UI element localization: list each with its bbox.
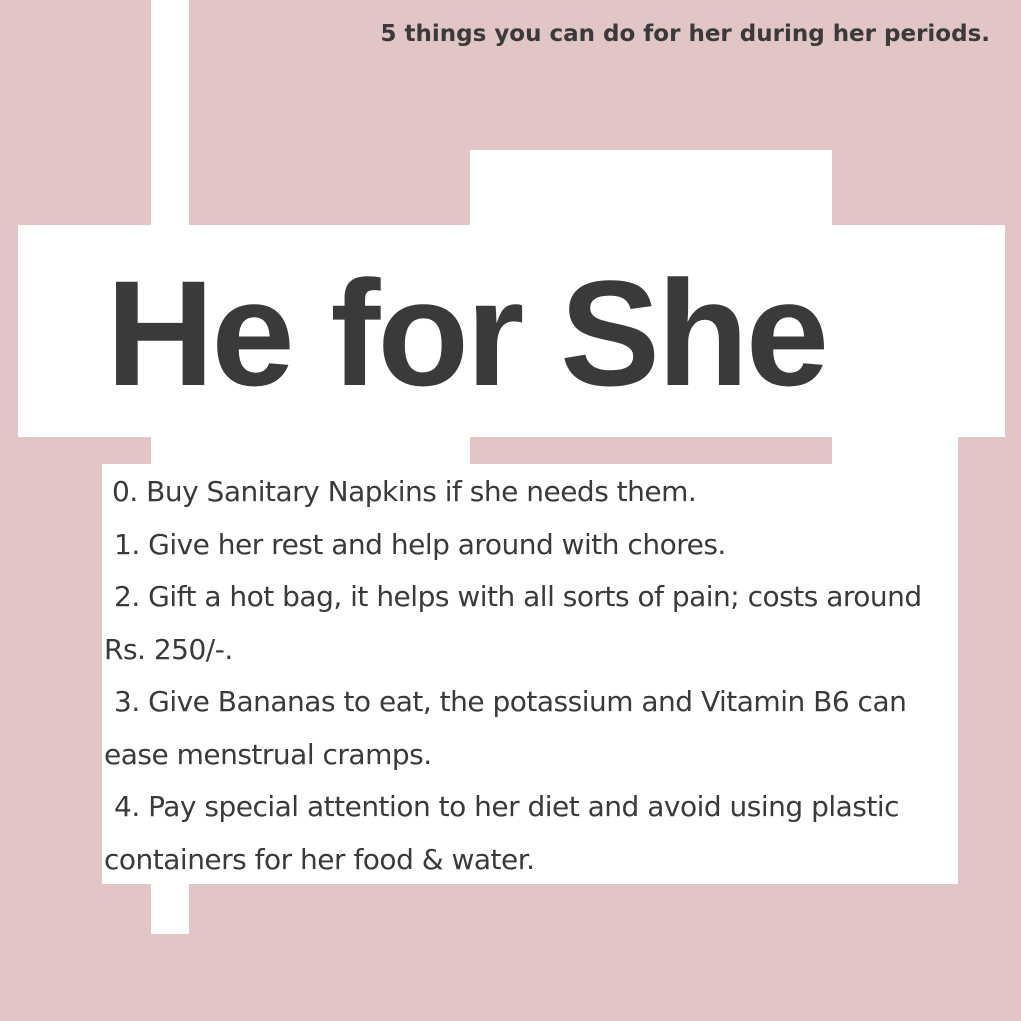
list-item: 3. Give Bananas to eat, the potassium and Vitamin B6 can ease menstrual cramps. <box>104 685 907 771</box>
list-item: 1. Give her rest and help around with chores. <box>114 527 726 561</box>
subtitle: 5 things you can do for her during her periods. <box>380 21 990 47</box>
connector-block-left <box>151 437 470 464</box>
list-item: 4. Pay special attention to her diet and avoid using plastic containers for her food & water. <box>104 790 900 876</box>
list-item: 0. Buy Sanitary Napkins if she needs them. <box>112 475 697 508</box>
page-title: He for She <box>106 249 827 417</box>
list-item: 2. Gift a hot bag, it helps with all sorts of pain; costs around Rs. 250/-. <box>104 580 922 666</box>
title-top-block <box>470 150 832 230</box>
tips-list <box>104 466 944 886</box>
connector-block-right <box>832 437 958 464</box>
